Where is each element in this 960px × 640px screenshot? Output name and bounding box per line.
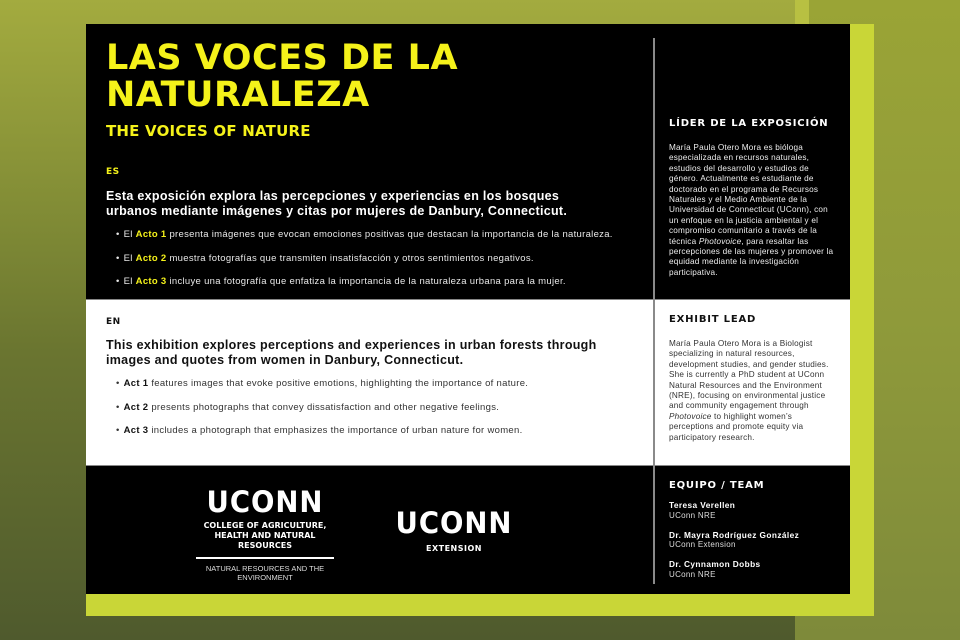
act-item-es: • El Acto 2 muestra fotografías que transmiten insatisfacción y otros sentimientos negativos. bbox=[116, 252, 534, 264]
act-label: Act 1 bbox=[123, 378, 149, 389]
act-label: Acto 3 bbox=[135, 276, 167, 287]
uconn-wordmark: UCONN bbox=[206, 485, 324, 519]
exhibit-lead-heading-es: LÍDER DE LA EXPOSICIÓN bbox=[669, 118, 829, 129]
act-label: Act 3 bbox=[123, 425, 149, 436]
acts-list-en bbox=[116, 378, 656, 449]
act-item-es: • El Acto 3 incluye una fotografía que enfatiza la importancia de la naturaleza urbana para la mujer. bbox=[116, 276, 566, 287]
language-tag-es: ES bbox=[106, 167, 120, 177]
member-name: Teresa Verellen bbox=[669, 500, 736, 510]
act-item-en: • Act 3 includes a photograph that emphasizes the importance of urban nature for women. bbox=[116, 425, 523, 436]
exhibit-lead-bio-en: María Paula Otero Mora is a Biologist specializing in natural resources, development studies, and gender studies. She is currently a PhD student at UConn Natural Resources and the Environment (NRE), focusing on environmental justice and community engagement through Photovoice to highlight women’s perceptions and promote equity via participatory research. bbox=[669, 339, 829, 442]
member-org: UConn NRE bbox=[669, 510, 716, 520]
team-heading: EQUIPO / TEAM bbox=[669, 480, 765, 491]
exhibit-lead-heading-en: EXHIBIT LEAD bbox=[669, 314, 757, 325]
team-member bbox=[669, 500, 837, 521]
uconn-extension-logo bbox=[379, 508, 529, 553]
member-name: Dr. Cynnamon Dobbs bbox=[669, 559, 761, 569]
member-org: UConn NRE bbox=[669, 569, 716, 579]
acts-list-es bbox=[116, 229, 656, 300]
act-label: Acto 1 bbox=[135, 229, 167, 240]
exhibit-lead-bio-es: María Paula Otero Mora es bióloga especializada en recursos naturales, estudios del desarrollo y estudios de género. Actualmente es estudiante de doctorado en el programa de Recursos Naturales y el Medio Ambiente de la Universidad de Connecticut (UConn), con un enfoque en la justicia ambiental y el compromiso comunitario a través de la técnica Photovoice, para resaltar las percepciones de las mujeres y promover la equidad mediante la investigación participativa. bbox=[669, 143, 834, 277]
background-accent-strip bbox=[795, 0, 809, 24]
college-name: COLLEGE OF AGRICULTURE, HEALTH AND NATURAL RESOURCES bbox=[203, 521, 327, 550]
member-org: UConn Extension bbox=[669, 540, 736, 549]
uconn-wordmark: UCONN bbox=[395, 506, 513, 540]
uconn-cahnr-logo bbox=[196, 487, 334, 582]
member-name: Dr. Mayra Rodríguez González bbox=[669, 529, 800, 540]
act-item-en: • Act 1 features images that evoke positive emotions, highlighting the importance of nature. bbox=[116, 378, 529, 389]
department-name: NATURAL RESOURCES AND THE ENVIRONMENT bbox=[205, 563, 325, 582]
team-section bbox=[669, 480, 837, 589]
exhibit-lead-en bbox=[669, 314, 837, 443]
act-item-en: • Act 2 presents photographs that convey dissatisfaction and other negative feelings. bbox=[116, 401, 500, 413]
poster-subtitle: THE VOICES OF NATURE bbox=[106, 122, 311, 140]
intro-en: This exhibition explores perceptions and experiences in urban forests through images and quotes from women in Danbury, Connecticut. bbox=[106, 338, 597, 367]
exhibit-poster bbox=[86, 24, 850, 594]
team-member bbox=[669, 530, 837, 551]
language-tag-en: EN bbox=[106, 317, 121, 327]
poster-title: LAS VOCES DE LA NATURALEZA bbox=[106, 38, 459, 115]
exhibit-lead-es bbox=[669, 118, 837, 278]
column-divider bbox=[653, 38, 655, 584]
act-label: Acto 2 bbox=[135, 252, 167, 264]
logo-rule bbox=[196, 557, 334, 559]
act-label: Act 2 bbox=[123, 401, 149, 413]
act-item-es: • El Acto 1 presenta imágenes que evocan emociones positivas que destacan la importancia de la naturaleza. bbox=[116, 229, 613, 240]
extension-label: EXTENSION bbox=[426, 544, 482, 553]
team-member bbox=[669, 559, 837, 580]
intro-es: Esta exposición explora las percepciones y experiencias en los bosques urbanos mediante imágenes y citas por mujeres de Danbury, Connecticut. bbox=[106, 189, 568, 218]
